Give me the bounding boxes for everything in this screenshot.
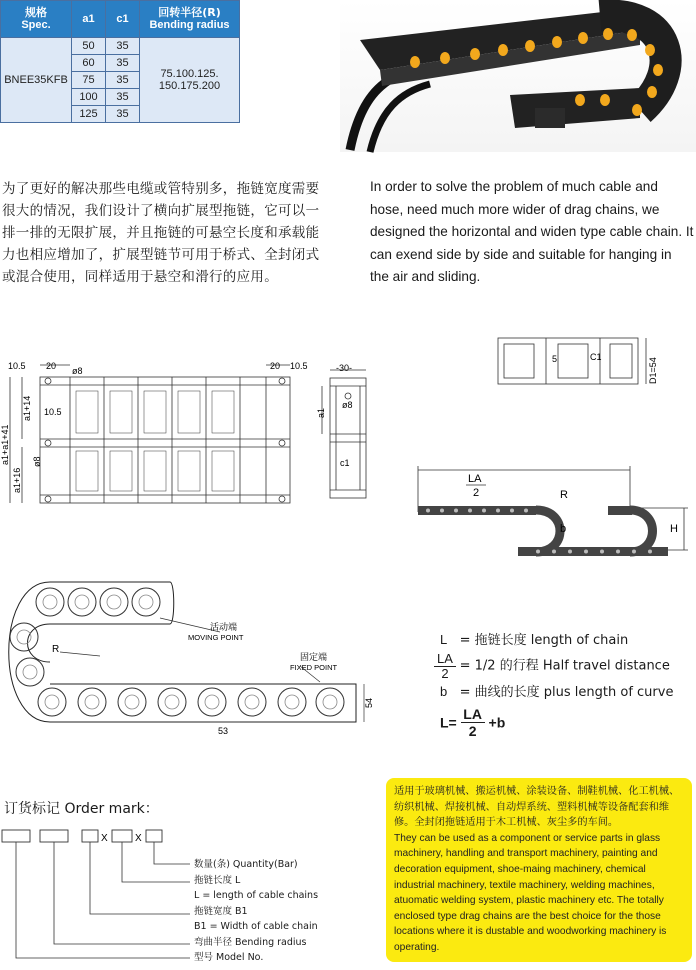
- order-item-length-en: L = length of cable chains: [194, 890, 319, 901]
- la-label: LA: [468, 473, 482, 485]
- h-label: H: [670, 523, 678, 535]
- dim-10-5-mid: 10.5: [44, 407, 62, 417]
- spec-table: [0, 0, 240, 123]
- dim-53: 53: [218, 726, 229, 736]
- a1-cell: 60: [72, 55, 106, 72]
- order-x-2: X: [135, 833, 142, 844]
- intro-text-en: In order to solve the problem of much cable and hose, need much more wider of drag chains, we designed the horizontal and widen type cable chain. It can exend side by side and suitable for hanging in the air and sliding.: [370, 179, 694, 284]
- model-cell: BNEE35KFB: [1, 38, 72, 123]
- c1-cell: 35: [106, 72, 140, 89]
- a1-cell: 50: [72, 38, 106, 55]
- order-item-width-en: B1 = Width of cable chain: [194, 921, 318, 932]
- a1-cell: 75: [72, 72, 106, 89]
- formula: L= $\frac{LA}{2}$ +b: [440, 706, 506, 739]
- dim-20-right: 20: [270, 361, 281, 371]
- chain-side-view-drawing: [312, 362, 372, 504]
- c1-header: c1: [106, 1, 140, 38]
- order-item-quantity: 数量(条) Quantity(Bar): [194, 859, 298, 870]
- moving-point-cn: 活动端: [210, 623, 238, 633]
- dim-d8-b: ø8: [32, 456, 42, 467]
- b-label: b: [560, 523, 567, 535]
- intro-text-cn: 为了更好的解决那些电缆或管特别多，拖链宽度需要很大的情况，我们设计了横向扩展型拖链，它可以一排一排的无限扩展，并且拖链的可悬空长度和承载能力也相应增加了，扩展型链节可用于桥式、全封闭式或混合使用，同样适用于悬空和滑行的应用。: [2, 181, 320, 285]
- order-mark-diagram: [0, 820, 380, 965]
- chain-cross-section-drawing: [490, 332, 690, 392]
- fixed-point-en: FIXED POINT: [290, 663, 338, 672]
- legend-b: b = 曲线的长度 plus length of curve: [440, 684, 674, 700]
- c1-cell: 35: [106, 38, 140, 55]
- dim-c1: c1: [340, 458, 350, 468]
- dim-d8: ø8: [72, 366, 83, 376]
- la-two-label: 2: [473, 487, 480, 499]
- order-mark-list: [194, 857, 318, 966]
- fixed-point-cn: 固定端: [300, 653, 328, 663]
- product-photo: [340, 0, 696, 152]
- dim-D1: D1=54: [648, 357, 658, 384]
- chain-upper-run: [418, 506, 536, 515]
- legend-l: L = 拖链长度 length of chain: [440, 632, 629, 648]
- order-x-1: X: [101, 833, 108, 844]
- a1-cell: 100: [72, 89, 106, 106]
- dim-5: 5: [552, 354, 558, 364]
- spec-header: 规格 Spec.: [1, 1, 72, 38]
- application-text-cn: 适用于玻璃机械、搬运机械、涂装设备、制鞋机械、化工机械、纺织机械、焊接机械、自动焊系统、塑料机械等设备配套和维修。全封闭拖链适用于木工机械、灰尘多的车间。: [394, 786, 680, 829]
- dim-10-5-left: 10.5: [8, 361, 26, 371]
- travel-diagram: [408, 462, 696, 572]
- c1-cell: 35: [106, 55, 140, 72]
- dim-a1-14: a1+14: [22, 395, 32, 421]
- dim-a1: a1: [316, 407, 326, 418]
- r-label: R: [560, 489, 568, 501]
- application-text-en: They can be used as a component or service parts in glass machinery, handling and transport machinery, painting and decoration equipment, shoe-maing machinery, chemical industrial machinery, textile machinery, welding machines, atuomatic welding system, plastic machinery etc. The totally enclosed type drag chains are the best choice for the those locations where it is dustable and woodworking machinery is operating.: [394, 832, 667, 953]
- dim-54: 54: [364, 697, 374, 708]
- c1-cell: 35: [106, 89, 140, 106]
- order-item-length-cn: 拖链长度 L: [194, 874, 241, 886]
- radius-header: 回转半径(R) Bending radius: [140, 1, 240, 38]
- r2-label: R: [52, 644, 60, 655]
- dim-a1-a1-41: a1+a1+41: [0, 424, 10, 465]
- order-mark-title: 订货标记 Order mark：: [4, 801, 159, 817]
- moving-point-en: MOVING POINT: [188, 633, 244, 642]
- bend-side-drawing: [0, 572, 380, 748]
- order-item-width-cn: 拖链宽度 B1: [194, 905, 248, 917]
- a1-header: a1: [72, 1, 106, 38]
- radius-cell: 75.100.125. 150.175.200: [140, 38, 240, 123]
- a1-cell: 125: [72, 106, 106, 123]
- dim-C1: C1: [590, 352, 602, 362]
- order-item-model: 型号 Model No.: [194, 952, 264, 963]
- dim-20-left: 20: [46, 361, 57, 371]
- chain-top-view-drawing: [0, 355, 308, 515]
- application-box: [386, 778, 692, 962]
- dim-a1-16: a1+16: [12, 467, 22, 493]
- c1-cell: 35: [106, 106, 140, 123]
- legend-la: $\frac{LA}{2}$ = 1/2 的行程 Half travel distance: [434, 652, 670, 681]
- dim-10-5-right: 10.5: [290, 361, 308, 371]
- dim-30: -30-: [336, 363, 353, 373]
- order-item-radius: 弯曲半径 Bending radius: [194, 936, 307, 948]
- dim-d8-c: ø8: [342, 400, 353, 410]
